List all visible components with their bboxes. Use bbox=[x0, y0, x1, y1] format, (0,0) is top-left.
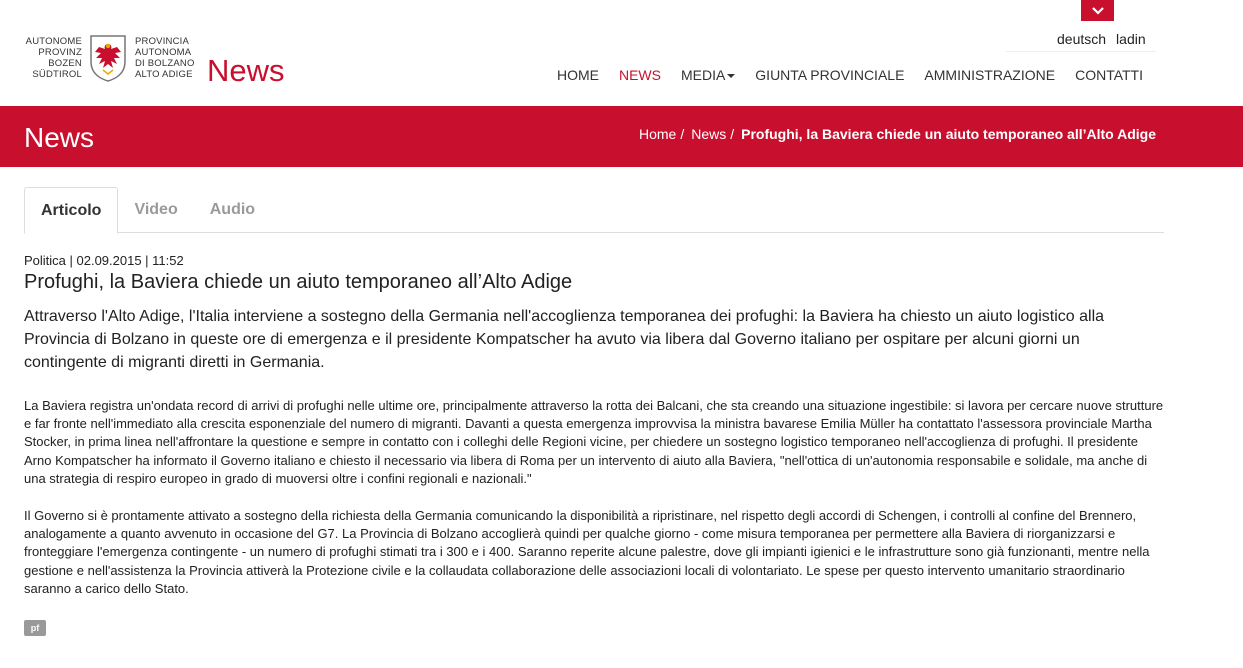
logo-text-german[interactable] bbox=[24, 36, 82, 80]
breadcrumb-separator: / bbox=[680, 126, 685, 142]
nav-news[interactable]: NEWS bbox=[618, 67, 661, 83]
breadcrumb-separator: / bbox=[730, 126, 735, 142]
site-brand[interactable]: News bbox=[207, 53, 285, 88]
article-meta: Politica | 02.09.2015 | 11:52 bbox=[24, 253, 184, 268]
content-tabs bbox=[24, 187, 1164, 233]
breadcrumb-current: Profughi, la Baviera chiede un aiuto temporaneo all’Alto Adige bbox=[741, 126, 1156, 142]
breadcrumb-home[interactable]: Home bbox=[638, 126, 677, 142]
article-title: Profughi, la Baviera chiede un aiuto temporaneo all’Alto Adige bbox=[24, 271, 573, 293]
breadcrumb bbox=[639, 126, 1156, 142]
tab-video[interactable]: Video bbox=[134, 201, 178, 218]
nav-media[interactable] bbox=[671, 67, 745, 83]
page-title: News bbox=[24, 122, 95, 153]
nav-giunta-provinciale[interactable]: GIUNTA PROVINCIALE bbox=[755, 67, 905, 83]
lang-ladin-link[interactable]: ladin bbox=[1116, 31, 1146, 47]
logo-line: PROVINCIA bbox=[135, 36, 190, 47]
article-lead: Attraverso l'Alto Adige, l'Italia interviene a sostegno della Germania nell'accoglienza temporanea dei profughi: la Baviera ha chiesto un aiuto logistico alla Provincia di Bolzano in queste ore di emergenza e il presidente Kompatscher ha avuto via libera dal Governo italiano per ospitare per alcuni giorni un contingente di migranti diretti in Germania. bbox=[24, 308, 1105, 371]
lang-deutsch-link[interactable]: deutsch bbox=[1057, 31, 1107, 47]
logo-line: SÜDTIROL bbox=[32, 69, 82, 80]
main-nav bbox=[547, 67, 1153, 83]
province-crest-icon[interactable] bbox=[89, 34, 127, 82]
tab-articolo[interactable]: Articolo bbox=[24, 187, 118, 234]
nav-home[interactable]: HOME bbox=[556, 67, 599, 83]
page-header-band bbox=[0, 106, 1243, 167]
nav-contatti[interactable]: CONTATTI bbox=[1075, 67, 1143, 83]
logo-line: AUTONOMA bbox=[135, 47, 192, 58]
header-divider bbox=[1006, 51, 1156, 52]
chevron-down-icon bbox=[1092, 7, 1104, 15]
logo-line: PROVINZ bbox=[38, 47, 82, 58]
article-paragraph: La Baviera registra un'ondata record di arrivi di profughi nelle ultime ore, principalmente attraverso la rotta dei Balcani, che sta creando una situazione ingestibile: si lavora per cercare nuove strutture e far fronte nell'immediato alla crescita esponenziale del numero di migranti. Davanti a questa emergenza improvvisa la ministra bavarese Emilia Müller ha contattato l'assessora provinciale Martha Stocker, in prima linea nell'affrontare la questione e sempre in contatto con i colleghi delle Regioni vicine, per chiedere un sostegno logistico temporaneo nell'accoglienza di profughi. Il presidente Arno Kompatscher ha informato il Governo italiano e chiesto il necessario via libera di Roma per un intervento di aiuto alla Baviera, "nell'ottica di un'autonomia responsabile e solidale, ma anche di una strategia di respiro europeo in grado di muoversi oltre i confini regionali e nazionali." bbox=[24, 398, 1164, 486]
logo-line: AUTONOME bbox=[25, 36, 82, 47]
logo-line: BOZEN bbox=[48, 58, 82, 69]
logo-line: ALTO ADIGE bbox=[135, 69, 193, 80]
tab-audio[interactable]: Audio bbox=[209, 201, 256, 218]
language-switcher bbox=[1057, 31, 1146, 47]
logo-text-italian[interactable] bbox=[135, 36, 205, 80]
nav-amministrazione[interactable]: AMMINISTRAZIONE bbox=[924, 67, 1056, 83]
article-paragraph: Il Governo si è prontamente attivato a sostegno della richiesta della Germania comunicando la disponibilità a ripristinare, nel rispetto degli accordi di Schengen, i controlli al confine del Brennero, analogamente a quanto avvenuto in occasione del G7. La Provincia di Bolzano accoglierà quindi per qualche giorno - come misura temporanea per permettere alla Baviera di riorganizzarsi e fronteggiare l'emergenza contingente - un numero di profughi stimati tra i 300 e i 400. Saranno reperite alcune palestre, dove gli impianti igienici e le infrastrutture sono già funzionanti, mentre nella gestione e nell'assistenza la Provincia attiverà la Protezione civile e la collaudata collaborazione delle associazioni locali di volontariato. Le spese per questo intervento umanitario straordinario saranno a carico dello Stato. bbox=[24, 508, 1150, 596]
caret-down-icon bbox=[727, 74, 735, 78]
pf-badge: pf bbox=[24, 620, 46, 636]
nav-media-label: MEDIA bbox=[680, 67, 726, 83]
breadcrumb-news[interactable]: News bbox=[691, 126, 727, 142]
logo-line: DI BOLZANO bbox=[135, 58, 195, 69]
top-dropdown-toggle[interactable] bbox=[1081, 0, 1114, 21]
